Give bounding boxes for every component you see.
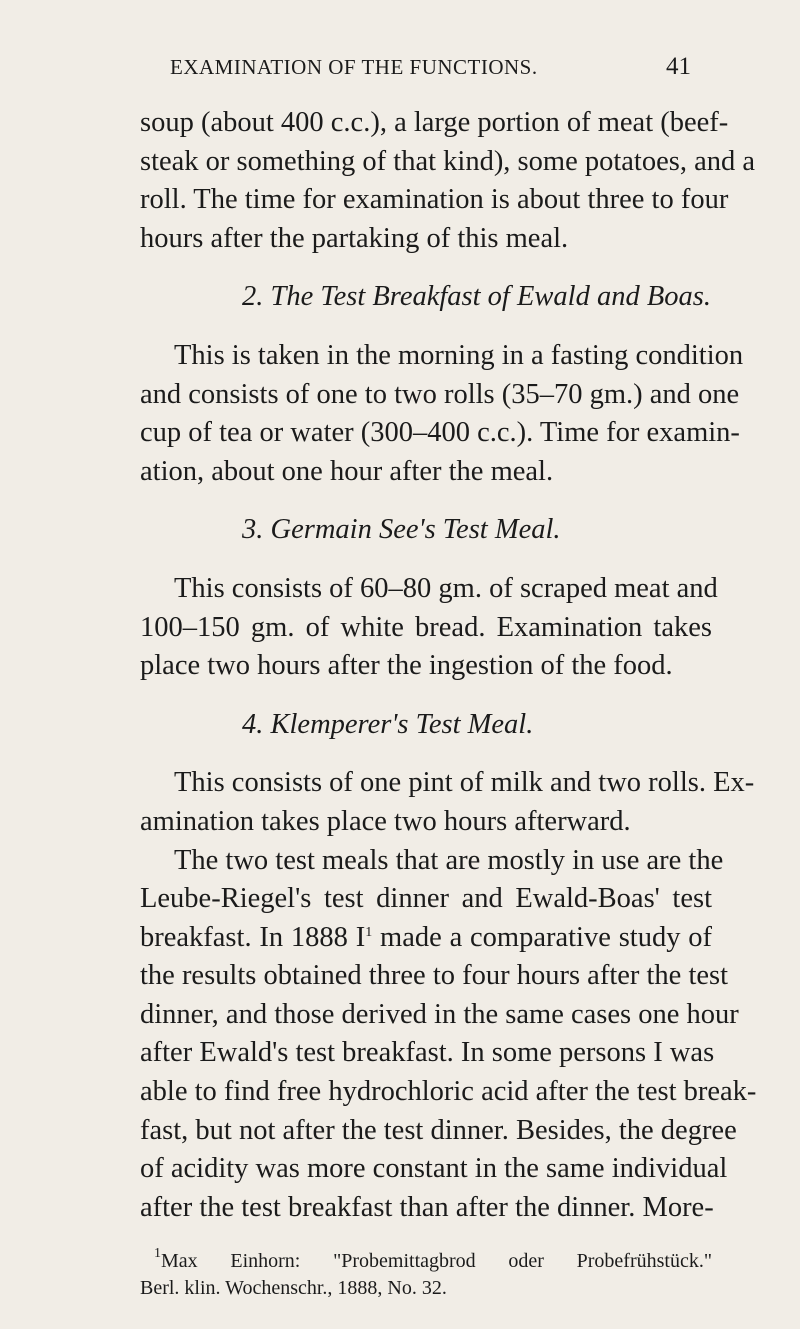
footnote-marker: 1 bbox=[154, 1246, 161, 1261]
text-line: hours after the partaking of this meal. bbox=[140, 222, 569, 254]
text-line: 100–150 gm. of white bread. Examination takes bbox=[140, 611, 712, 643]
text-line: after the test breakfast than after the dinner. More- bbox=[140, 1191, 714, 1223]
text-fragment: breakfast. In 1888 I bbox=[140, 921, 366, 953]
footnote-line: Berl. klin. Wochenschr., 1888, No. 32. bbox=[140, 1277, 447, 1299]
section-heading-4: 4. Klemperer's Test Meal. bbox=[242, 708, 534, 740]
footnote bbox=[140, 1248, 712, 1302]
footnote-line bbox=[140, 1248, 712, 1275]
footnote-text: Max Einhorn: "Probemittagbrod oder Probefrühstück." bbox=[161, 1250, 712, 1272]
page-header bbox=[0, 55, 800, 85]
section-heading-2: 2. The Test Breakfast of Ewald and Boas. bbox=[242, 281, 711, 313]
text-line: ation, about one hour after the meal. bbox=[140, 455, 554, 487]
text-line: place two hours after the ingestion of the food. bbox=[140, 650, 673, 682]
text-line: cup of tea or water (300–400 c.c.). Time for examin- bbox=[140, 417, 740, 449]
text-line: The two test meals that are mostly in use are the bbox=[174, 844, 724, 876]
text-line: of acidity was more constant in the same individual bbox=[140, 1153, 728, 1185]
text-line: and consists of one to two rolls (35–70 gm.) and one bbox=[140, 378, 740, 410]
text-line: roll. The time for examination is about three to four bbox=[140, 184, 729, 216]
body-text bbox=[140, 104, 757, 1227]
text-line: steak or something of that kind), some potatoes, and a bbox=[140, 145, 755, 177]
text-line: the results obtained three to four hours after the test bbox=[140, 960, 729, 992]
text-line: able to find free hydrochloric acid after the test break- bbox=[140, 1076, 757, 1108]
text-fragment: made a comparative study of bbox=[380, 921, 713, 953]
text-line bbox=[140, 919, 712, 958]
text-line: This is taken in the morning in a fasting condition bbox=[174, 339, 744, 371]
text-line: Leube-Riegel's test dinner and Ewald-Boas' test bbox=[140, 883, 712, 915]
text-line: after Ewald's test breakfast. In some persons I was bbox=[140, 1037, 715, 1069]
page-number: 41 bbox=[666, 53, 691, 80]
text-line: amination takes place two hours afterward. bbox=[140, 805, 631, 837]
section-heading-3: 3. Germain See's Test Meal. bbox=[242, 514, 561, 546]
text-line: dinner, and those derived in the same cases one hour bbox=[140, 998, 739, 1030]
text-line: This consists of 60–80 gm. of scraped meat and bbox=[174, 572, 718, 604]
footnote-ref: 1 bbox=[365, 924, 373, 940]
text-line: This consists of one pint of milk and two rolls. Ex- bbox=[174, 767, 755, 799]
text-line: fast, but not after the test dinner. Besides, the degree bbox=[140, 1114, 737, 1146]
text-line: soup (about 400 c.c.), a large portion of meat (beef- bbox=[140, 107, 729, 138]
running-head: EXAMINATION OF THE FUNCTIONS. bbox=[170, 55, 538, 79]
